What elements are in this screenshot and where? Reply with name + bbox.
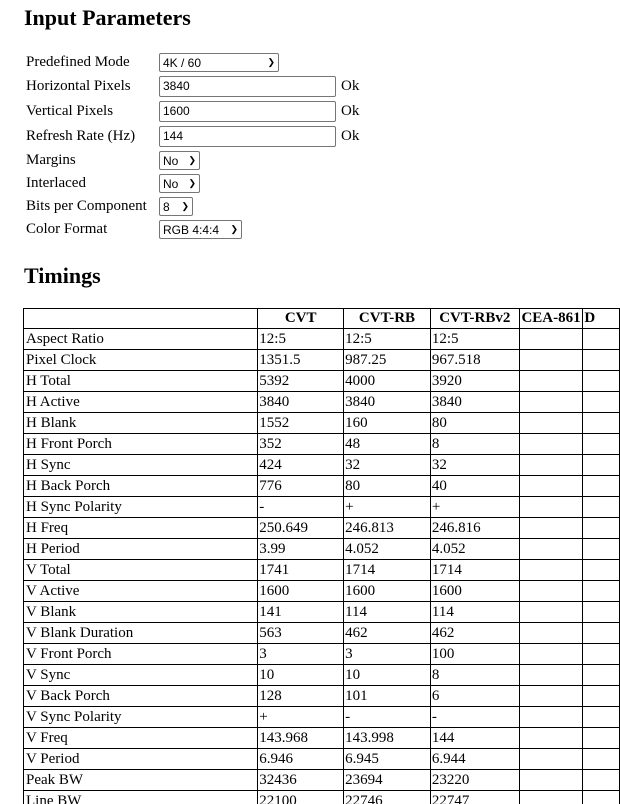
bits-per-component-label: Bits per Component <box>26 198 147 214</box>
table-cell: 424 <box>258 455 344 476</box>
table-row <box>24 770 620 791</box>
table-cell: 1552 <box>258 413 344 434</box>
table-row <box>24 518 620 539</box>
table-row <box>24 560 620 581</box>
table-cell: 6.945 <box>344 749 431 770</box>
table-cell: 22746 <box>344 791 431 804</box>
table-cell: 3840 <box>258 392 344 413</box>
table-cell <box>583 581 620 602</box>
table-cell: 987.25 <box>344 350 431 371</box>
table-row <box>24 329 620 350</box>
table-cell: 100 <box>430 644 519 665</box>
margins-value: No <box>163 153 179 168</box>
table-cell: 8 <box>430 665 519 686</box>
table-cell <box>583 707 620 728</box>
row-label: Line BW <box>24 791 258 804</box>
table-cell: 1714 <box>344 560 431 581</box>
row-label: H Blank <box>24 413 258 434</box>
table-cell: 6.944 <box>430 749 519 770</box>
table-cell <box>519 623 583 644</box>
table-cell: 143.998 <box>344 728 431 749</box>
input-parameters-heading: Input Parameters <box>24 5 191 30</box>
table-cell: 40 <box>430 476 519 497</box>
table-cell <box>519 497 583 518</box>
predefined-mode-select[interactable] <box>159 53 279 72</box>
table-cell: 6 <box>430 686 519 707</box>
interlaced-label: Interlaced <box>26 175 86 191</box>
table-row <box>24 644 620 665</box>
table-row <box>24 392 620 413</box>
table-cell: 160 <box>344 413 431 434</box>
table-row <box>24 791 620 804</box>
row-label: V Back Porch <box>24 686 258 707</box>
table-cell: 80 <box>344 476 431 497</box>
table-cell <box>583 392 620 413</box>
timings-table-container <box>23 308 620 804</box>
table-row <box>24 707 620 728</box>
predefined-mode-label: Predefined Mode <box>26 54 130 70</box>
table-cell <box>583 497 620 518</box>
table-cell <box>519 434 583 455</box>
table-cell: 3840 <box>344 392 431 413</box>
column-header-cvt-rb: CVT-RB <box>344 309 431 329</box>
predefined-mode-value: 4K / 60 <box>163 55 202 70</box>
chevron-down-icon: ❯ <box>188 155 196 165</box>
table-row <box>24 602 620 623</box>
row-label: H Sync <box>24 455 258 476</box>
table-cell: 22100 <box>258 791 344 804</box>
column-header-cvt: CVT <box>258 309 344 329</box>
row-label: V Blank Duration <box>24 623 258 644</box>
table-cell: 352 <box>258 434 344 455</box>
table-row <box>24 371 620 392</box>
table-row <box>24 581 620 602</box>
row-label: Pixel Clock <box>24 350 258 371</box>
table-cell: 4.052 <box>430 539 519 560</box>
input-parameters-form <box>24 51 359 241</box>
table-cell <box>519 707 583 728</box>
refresh-rate-label: Refresh Rate (Hz) <box>26 128 136 144</box>
row-label: H Back Porch <box>24 476 258 497</box>
row-label: Peak BW <box>24 770 258 791</box>
row-label: Aspect Ratio <box>24 329 258 350</box>
table-cell: 32 <box>344 455 431 476</box>
row-label: V Front Porch <box>24 644 258 665</box>
table-cell: 3840 <box>430 392 519 413</box>
table-cell: - <box>258 497 344 518</box>
table-cell: 3 <box>344 644 431 665</box>
row-label: H Period <box>24 539 258 560</box>
table-cell: 114 <box>430 602 519 623</box>
table-cell: 1600 <box>344 581 431 602</box>
table-cell: 12:5 <box>258 329 344 350</box>
table-cell <box>519 371 583 392</box>
table-cell <box>519 791 583 804</box>
table-cell: + <box>430 497 519 518</box>
table-cell: 246.816 <box>430 518 519 539</box>
row-label: H Front Porch <box>24 434 258 455</box>
vertical-pixels-input[interactable]: 1600 <box>159 101 336 122</box>
table-cell <box>583 560 620 581</box>
table-cell: 32436 <box>258 770 344 791</box>
table-cell: + <box>258 707 344 728</box>
table-cell: 144 <box>430 728 519 749</box>
horizontal-pixels-label: Horizontal Pixels <box>26 78 131 94</box>
table-cell <box>519 455 583 476</box>
table-cell: 48 <box>344 434 431 455</box>
table-cell: + <box>344 497 431 518</box>
table-cell <box>519 392 583 413</box>
table-cell: 5392 <box>258 371 344 392</box>
interlaced-value: No <box>163 176 179 191</box>
table-cell <box>583 770 620 791</box>
table-cell: 10 <box>258 665 344 686</box>
row-label: V Blank <box>24 602 258 623</box>
table-cell: 967.518 <box>430 350 519 371</box>
row-label: H Active <box>24 392 258 413</box>
table-cell: 250.649 <box>258 518 344 539</box>
refresh-rate-input[interactable]: 144 <box>159 126 336 147</box>
refresh-rate-status: Ok <box>341 128 360 144</box>
table-cell <box>583 455 620 476</box>
table-cell <box>583 413 620 434</box>
table-cell: 3.99 <box>258 539 344 560</box>
timings-heading: Timings <box>24 263 101 288</box>
table-cell <box>519 644 583 665</box>
table-cell <box>583 371 620 392</box>
row-label: V Sync Polarity <box>24 707 258 728</box>
column-header-cvt-rbv2: CVT-RBv2 <box>430 309 519 329</box>
table-cell <box>519 539 583 560</box>
timings-header-row <box>24 309 620 329</box>
horizontal-pixels-input[interactable]: 3840 <box>159 76 336 97</box>
table-cell: 563 <box>258 623 344 644</box>
table-cell: 101 <box>344 686 431 707</box>
table-row <box>24 623 620 644</box>
chevron-down-icon: ❯ <box>188 178 196 188</box>
table-cell: 6.946 <box>258 749 344 770</box>
table-cell: - <box>344 707 431 728</box>
bits-per-component-select[interactable] <box>159 197 193 216</box>
timings-table <box>23 308 620 804</box>
table-cell: 32 <box>430 455 519 476</box>
table-cell: 776 <box>258 476 344 497</box>
column-header-cea-861: CEA-861 <box>519 309 583 329</box>
table-cell: 128 <box>258 686 344 707</box>
table-row <box>24 539 620 560</box>
row-label: V Active <box>24 581 258 602</box>
table-cell: 141 <box>258 602 344 623</box>
table-cell <box>519 560 583 581</box>
margins-label: Margins <box>26 152 76 168</box>
table-cell <box>519 602 583 623</box>
table-cell <box>519 581 583 602</box>
table-cell: 114 <box>344 602 431 623</box>
table-row <box>24 728 620 749</box>
table-cell: 12:5 <box>430 329 519 350</box>
table-cell: 462 <box>344 623 431 644</box>
table-cell <box>519 413 583 434</box>
table-cell: 1714 <box>430 560 519 581</box>
table-row <box>24 665 620 686</box>
table-cell <box>583 665 620 686</box>
table-cell <box>519 770 583 791</box>
column-header <box>24 309 258 329</box>
table-row <box>24 434 620 455</box>
table-cell <box>519 728 583 749</box>
chevron-down-icon: ❯ <box>181 201 189 211</box>
table-cell: 1741 <box>258 560 344 581</box>
table-cell: 80 <box>430 413 519 434</box>
table-row <box>24 497 620 518</box>
table-cell: 4.052 <box>344 539 431 560</box>
table-cell: 23694 <box>344 770 431 791</box>
table-row <box>24 749 620 770</box>
color-format-value: RGB 4:4:4 <box>163 222 220 237</box>
table-cell: 1600 <box>258 581 344 602</box>
table-row <box>24 413 620 434</box>
chevron-down-icon: ❯ <box>267 57 275 67</box>
table-cell: 462 <box>430 623 519 644</box>
table-cell <box>583 602 620 623</box>
column-header-dmt: D <box>583 309 620 329</box>
table-cell: 22747 <box>430 791 519 804</box>
table-cell: 1351.5 <box>258 350 344 371</box>
table-cell <box>519 518 583 539</box>
table-cell <box>519 749 583 770</box>
row-label: H Sync Polarity <box>24 497 258 518</box>
table-cell: 8 <box>430 434 519 455</box>
table-cell: 4000 <box>344 371 431 392</box>
table-cell <box>583 329 620 350</box>
table-cell <box>519 686 583 707</box>
row-label: V Period <box>24 749 258 770</box>
table-cell <box>583 434 620 455</box>
row-label: H Total <box>24 371 258 392</box>
table-cell <box>583 350 620 371</box>
row-label: V Sync <box>24 665 258 686</box>
color-format-select[interactable] <box>159 220 242 239</box>
row-label: V Total <box>24 560 258 581</box>
vertical-pixels-status: Ok <box>341 103 360 119</box>
table-cell <box>583 749 620 770</box>
table-row <box>24 455 620 476</box>
interlaced-select[interactable] <box>159 174 200 193</box>
bits-per-component-value: 8 <box>163 199 170 214</box>
table-cell <box>583 539 620 560</box>
color-format-label: Color Format <box>26 221 108 237</box>
chevron-down-icon: ❯ <box>230 224 238 234</box>
table-cell <box>583 644 620 665</box>
margins-select[interactable] <box>159 151 200 170</box>
table-cell <box>583 623 620 644</box>
table-cell: 143.968 <box>258 728 344 749</box>
table-cell: 23220 <box>430 770 519 791</box>
table-row <box>24 350 620 371</box>
table-cell: 3920 <box>430 371 519 392</box>
table-cell: 246.813 <box>344 518 431 539</box>
vertical-pixels-label: Vertical Pixels <box>26 103 114 119</box>
table-row <box>24 476 620 497</box>
row-label: V Freq <box>24 728 258 749</box>
table-cell: 12:5 <box>344 329 431 350</box>
table-cell: 10 <box>344 665 431 686</box>
table-cell: 3 <box>258 644 344 665</box>
table-cell: - <box>430 707 519 728</box>
table-cell <box>583 518 620 539</box>
row-label: H Freq <box>24 518 258 539</box>
horizontal-pixels-status: Ok <box>341 78 360 94</box>
table-cell: 1600 <box>430 581 519 602</box>
table-cell <box>519 665 583 686</box>
table-row <box>24 686 620 707</box>
table-cell <box>519 350 583 371</box>
table-cell <box>519 329 583 350</box>
table-cell <box>583 686 620 707</box>
table-cell <box>583 728 620 749</box>
table-cell <box>519 476 583 497</box>
table-cell <box>583 791 620 804</box>
table-cell <box>583 476 620 497</box>
